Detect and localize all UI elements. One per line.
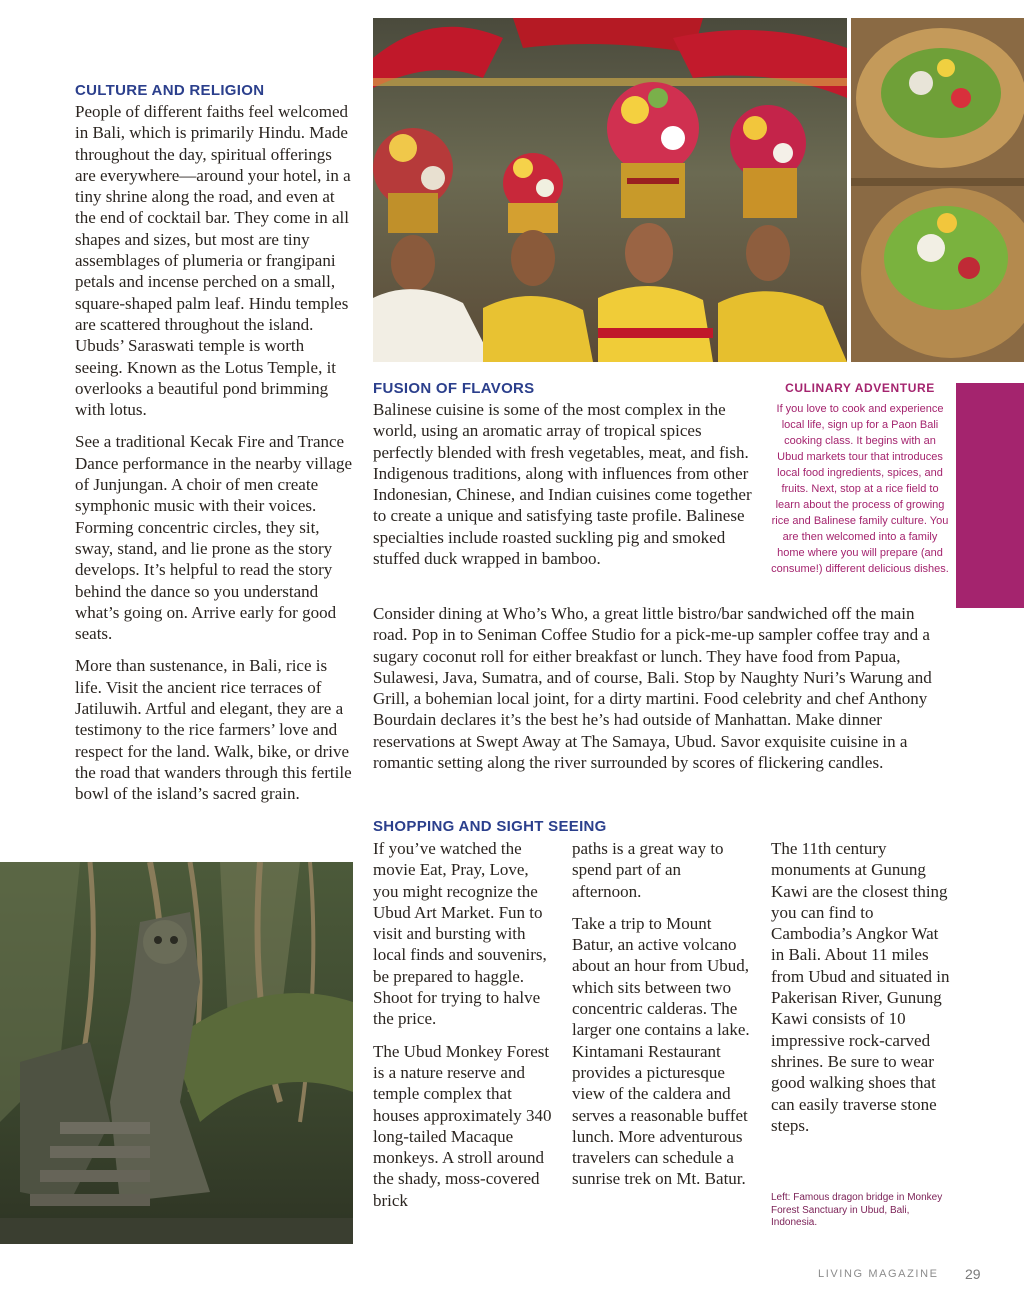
culture-body bbox=[75, 101, 353, 805]
shopping-paragraph: The Ubud Monkey Forest is a nature reserve and temple complex that houses approximately 340 long-tailed Macaque monkeys. A stroll around the shady, moss-covered brick bbox=[373, 1041, 552, 1210]
shopping-column-3 bbox=[771, 838, 953, 1136]
magenta-tab bbox=[956, 383, 1024, 608]
flavors-paragraph: Balinese cuisine is some of the most complex in the world, using an aromatic array of tropical spices perfectly blended with fresh vegetables, meat, and fish. Indigenous traditions, along with influences from other Indonesian, Chinese, and Indian cuisines come together to create a unique and satisfying taste profile. Balinese specialties include roasted suckling pig and smoked stuffed duck wrapped in bamboo. bbox=[373, 400, 752, 569]
photo-dragon-bridge bbox=[0, 862, 353, 1244]
shopping-paragraph: The 11th century monuments at Gunung Kawi are the closest thing you can find to Cambodia’s Angkor Wat in Bali. About 11 miles from Ubud and situated in Pakerisan River, Gunung Kawi consists of 10 impressive rock-carved shrines. Be sure to wear good walking shoes that can easily traverse stone steps. bbox=[771, 839, 950, 1135]
flavors-body-top bbox=[373, 399, 761, 569]
flavors-body-bottom bbox=[373, 603, 953, 773]
shopping-paragraph: Take a trip to Mount Batur, an active volcano about an hour from Ubud, which sits between two concentric calderas. The larger one contains a lake. Kintamani Restaurant provides a picturesque view of the caldera and serves a reasonable buffet lunch. More adventurous travelers can schedule a sunrise trek on Mt. Batur. bbox=[572, 913, 750, 1189]
sidebar-text: If you love to cook and experience local life, sign up for a Paon Bali cooking class. It begins with an Ubud markets tour that introduces local food ingredients, spices, and fruits. Next, stop at a rice field to learn about the process of growing rice and Balinese family culture. You are then welcomed into a family home where you will prepare (and consume!) different delicious dishes. bbox=[771, 403, 949, 575]
shopping-column-1 bbox=[373, 838, 555, 1211]
sidebar-heading: CULINARY ADVENTURE bbox=[785, 381, 935, 395]
culture-paragraph: People of different faiths feel welcomed in Bali, which is primarily Hindu. Made throughout the day, spiritual offerings are everywhere—around your hotel, in a tiny shrine along the road, and even at the end of cocktail bar. They come in all shapes and sizes, but most are tiny assemblages of plumeria or frangipani petals and incense perched on a small, square-shaped palm leaf. Hindu temples are scattered throughout the island. Ubuds’ Saraswati temple is worth seeing. Known as the Lotus Temple, it overlooks a beautiful pond brimming with lotus. bbox=[75, 102, 351, 420]
photo-offerings-procession bbox=[373, 18, 847, 362]
flavors-paragraph: Consider dining at Who’s Who, a great little bistro/bar sandwiched off the main road. Pop in to Seniman Coffee Studio for a pick-me-up sampler coffee tray and a sugary coconut roll for either breakfast or lunch. They have food from Papua, Sulawesi, Java, Sumatra, and of course, Bali. Stop by Naughty Nuri’s Warung and Grill, a bohemian local joint, for a dirty martini. Food celebrity and chef Anthony Bourdain declares it’s the best he’s had outside of Manhattan. Make dinner reservations at Swept Away at The Samaya, Ubud. Savor exquisite cuisine in a romantic setting along the river surrounded by scores of flickering candles. bbox=[373, 604, 932, 773]
culture-heading: CULTURE AND RELIGION bbox=[75, 82, 265, 99]
culture-paragraph: See a traditional Kecak Fire and Trance Dance performance in the nearby village of Junjungan. A choir of men create symphonic music with their voices. Forming concentric circles, they sit, sway, stand, and lie prone as the story develops. It’s helpful to read the story behind the dance so you understand what’s going on. Arrive early for good seats. bbox=[75, 432, 353, 644]
page-number: 29 bbox=[965, 1266, 981, 1282]
culinary-sidebar bbox=[770, 381, 950, 577]
culture-paragraph: More than sustenance, in Bali, rice is life. Visit the ancient rice terraces of Jatiluwih. Artful and elegant, they are a testimony to the rice farmers’ love and respect for the land. Walk, bike, or drive the road that wanders through this fertile bowl of the island’s sacred grain. bbox=[75, 656, 352, 804]
culture-section bbox=[75, 82, 353, 805]
shopping-paragraph: paths is a great way to spend part of an afternoon. bbox=[572, 839, 724, 901]
shopping-column-2 bbox=[572, 838, 754, 1190]
shopping-heading: SHOPPING AND SIGHT SEEING bbox=[373, 818, 607, 835]
photo-offering-baskets bbox=[851, 18, 1024, 362]
shopping-paragraph: If you’ve watched the movie Eat, Pray, Love, you might recognize the Ubud Art Market. Fun to visit and bursting with local finds and souvenirs, be prepared to haggle. Shoot for trying to halve the price. bbox=[373, 839, 547, 1029]
flavors-heading: FUSION OF FLAVORS bbox=[373, 380, 535, 397]
footer-magazine-name: LIVING MAGAZINE bbox=[818, 1268, 939, 1280]
photo-caption: Left: Famous dragon bridge in Monkey Forest Sanctuary in Ubud, Bali, Indonesia. bbox=[771, 1192, 943, 1228]
flavors-section bbox=[373, 380, 761, 569]
